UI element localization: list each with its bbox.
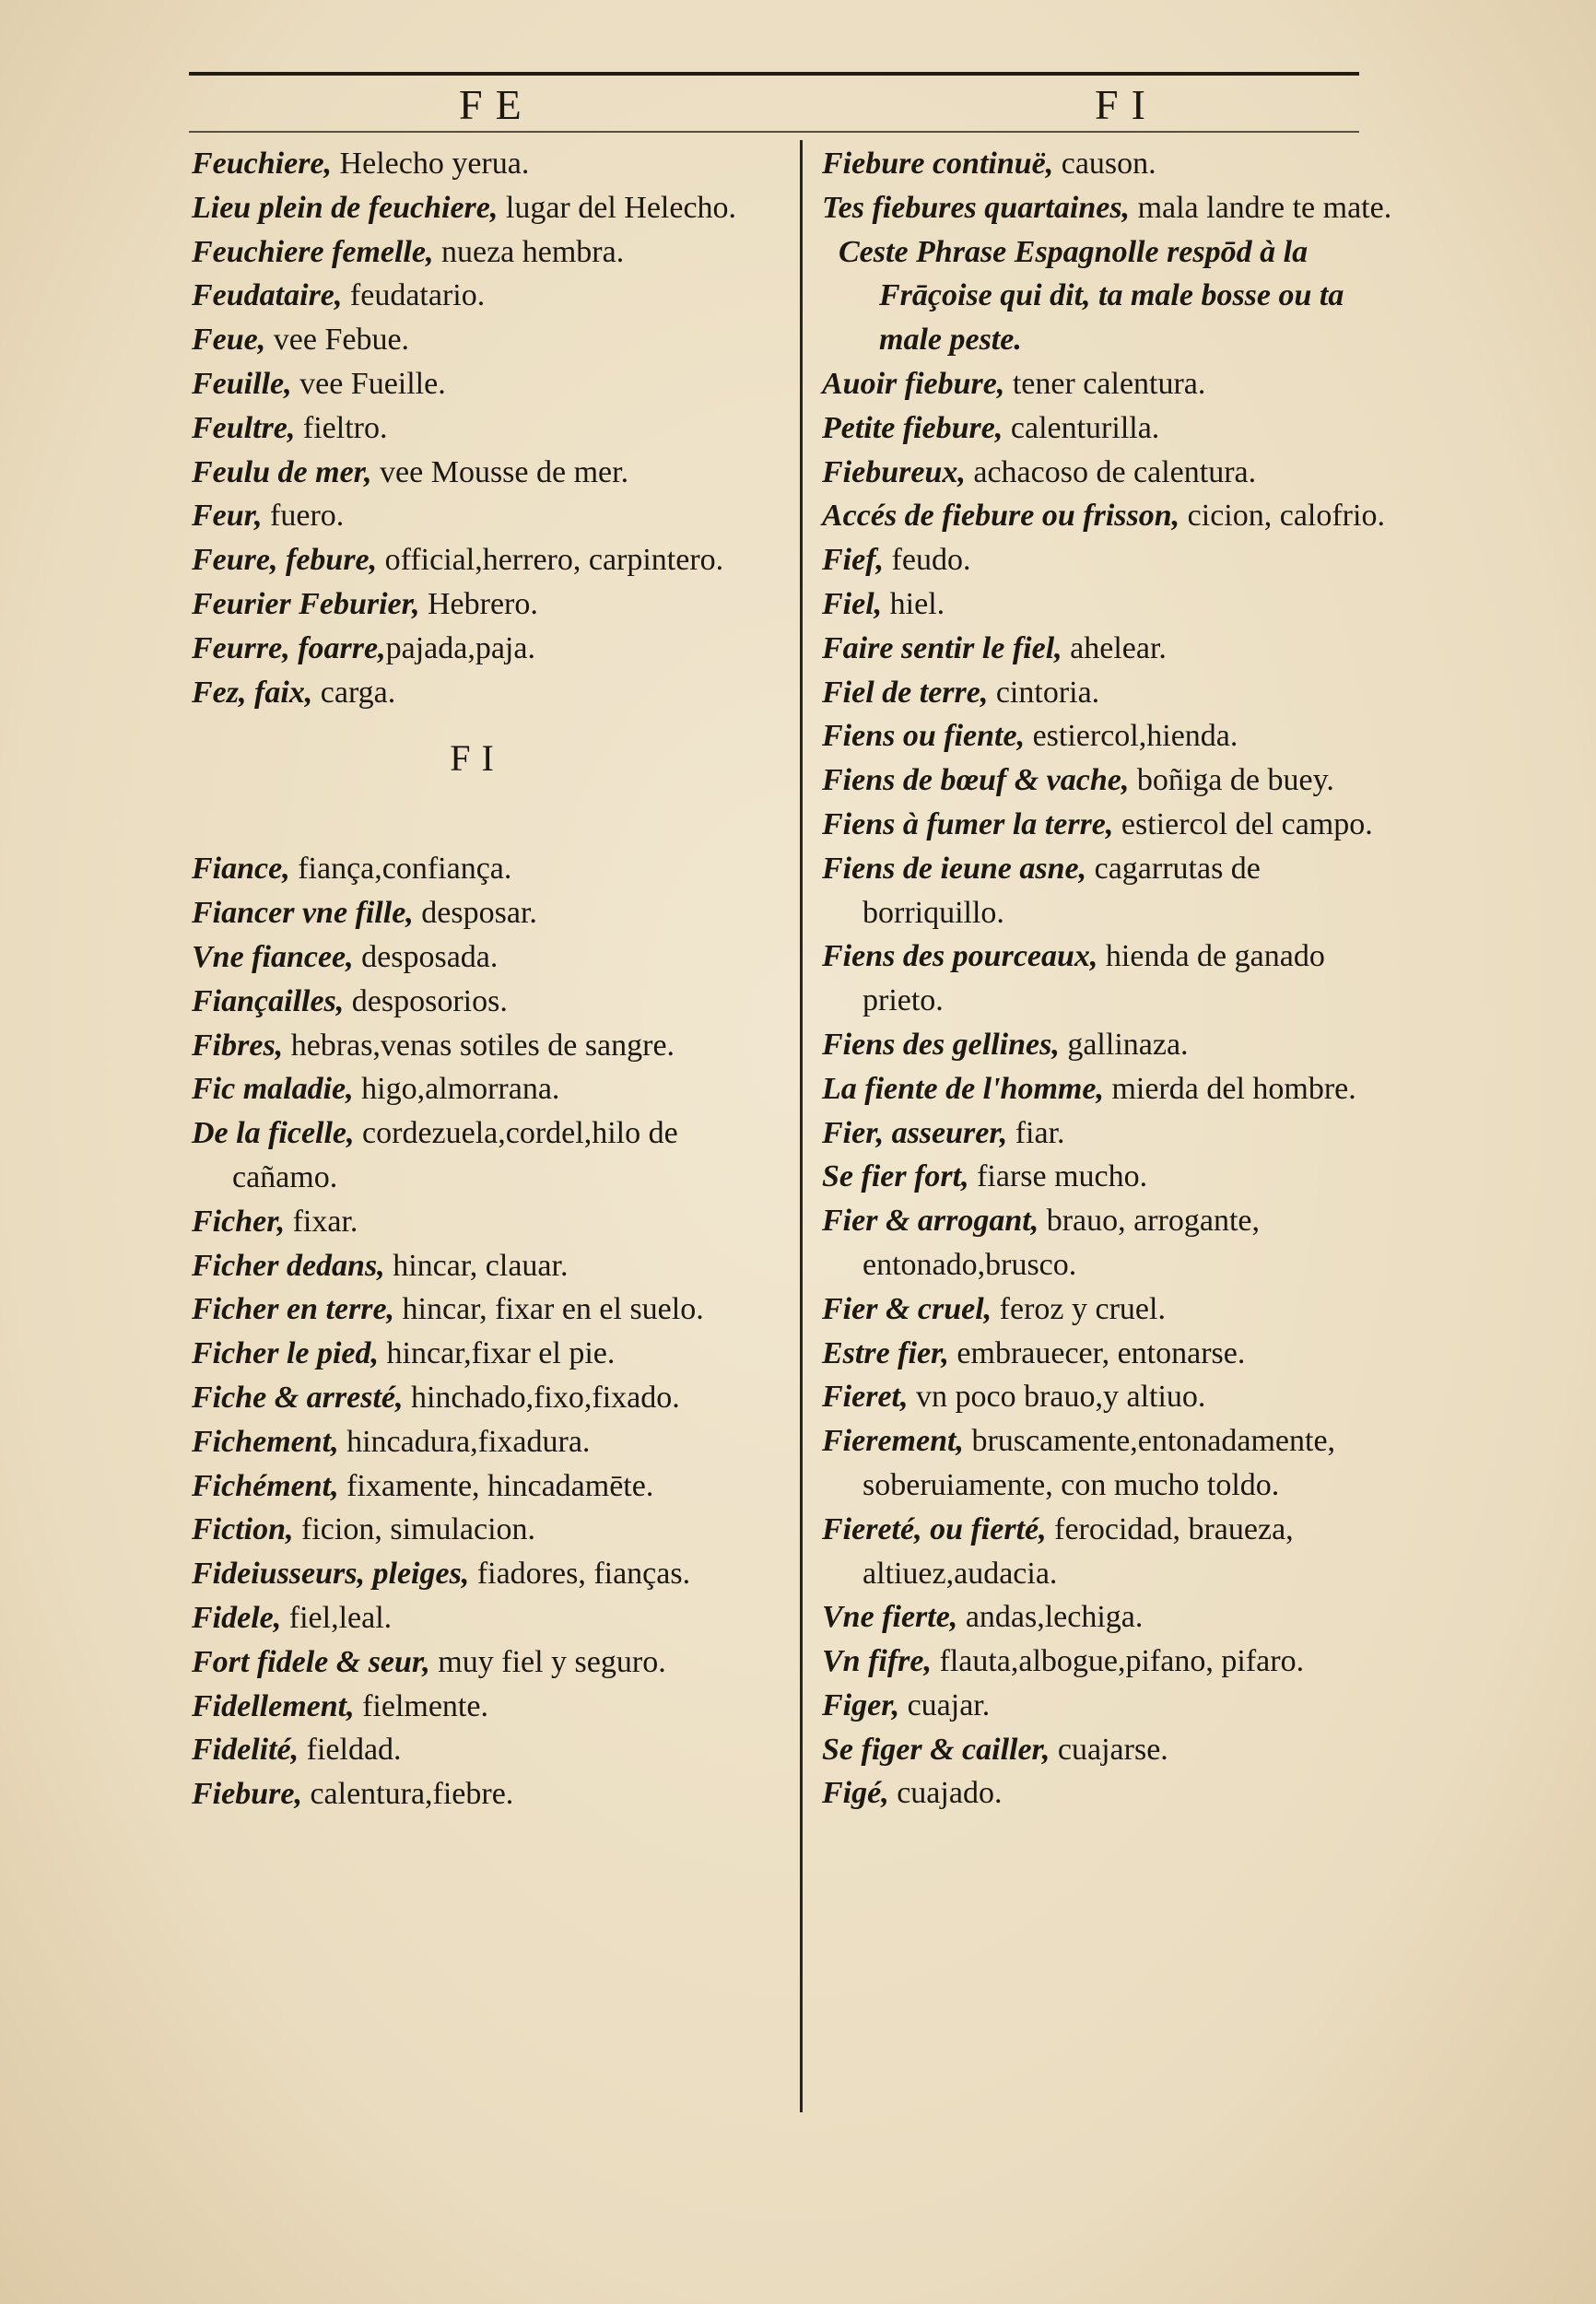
spanish-translation: cuajado.	[888, 1776, 1003, 1811]
dictionary-entry	[822, 1508, 1402, 1596]
spanish-translation: cuajar.	[899, 1687, 991, 1722]
dictionary-entry	[192, 318, 763, 362]
french-headword: Fiens des gellines,	[822, 1027, 1060, 1062]
dictionary-entry	[192, 1024, 763, 1068]
dictionary-entry	[822, 758, 1402, 803]
dictionary-entry	[822, 186, 1402, 230]
dictionary-entry	[822, 1332, 1402, 1376]
french-headword: Petite fiebure,	[822, 410, 1003, 445]
dictionary-entry	[822, 714, 1402, 758]
dictionary-entry	[822, 1111, 1402, 1156]
french-headword: Feure, febure,	[192, 543, 378, 578]
spanish-translation: cordezuela,cordel,hilo de cañamo.	[232, 1116, 678, 1194]
french-headword: Fier & cruel,	[822, 1291, 992, 1326]
dictionary-entry	[822, 582, 1402, 627]
spanish-translation: achacoso de calentura.	[965, 454, 1257, 489]
french-headword: Fiebure continuë,	[822, 147, 1054, 181]
spanish-translation: vee Mousse de mer.	[371, 454, 629, 489]
french-headword: Fier & arrogant,	[822, 1204, 1039, 1239]
french-headword: Faire sentir le fiel,	[822, 630, 1062, 665]
dictionary-entry	[822, 1419, 1402, 1508]
french-headword: Feur,	[192, 499, 263, 534]
spanish-translation: hincadura,fixadura.	[338, 1424, 591, 1459]
spanish-translation: desposorios.	[344, 983, 508, 1018]
spanish-translation: gallinaza.	[1059, 1027, 1189, 1062]
spanish-translation: calenturilla.	[1003, 410, 1160, 445]
french-headword: Feuchiere femelle,	[192, 234, 434, 269]
dictionary-entry	[192, 891, 763, 935]
dictionary-entry	[192, 362, 763, 406]
french-headword: Fichément,	[192, 1468, 339, 1503]
dictionary-entry	[192, 1685, 763, 1729]
dictionary-entry	[192, 1640, 763, 1685]
french-headword: Ficher en terre,	[192, 1292, 395, 1327]
spanish-translation: cagarrutas de borriquillo.	[863, 851, 1261, 930]
dictionary-entry	[822, 1287, 1402, 1332]
spanish-translation: lugar del Helecho.	[498, 190, 737, 225]
french-headword: Vn fifre,	[822, 1644, 932, 1679]
spanish-translation: fixar.	[285, 1204, 358, 1239]
dictionary-entry	[822, 1771, 1402, 1816]
french-headword: Fierement,	[822, 1424, 964, 1459]
spanish-translation: fieltro.	[295, 410, 388, 445]
dictionary-entry	[192, 1464, 763, 1509]
spanish-translation: calentura,fiebre.	[301, 1777, 514, 1812]
spanish-translation: ficion, simulacion.	[293, 1512, 536, 1547]
dictionary-entry	[192, 186, 763, 230]
french-headword: Fier, asseurer,	[822, 1115, 1008, 1150]
dictionary-entry	[192, 1376, 763, 1420]
dictionary-entry	[192, 1728, 763, 1772]
dictionary-entry	[192, 1287, 763, 1332]
dictionary-entry	[192, 494, 763, 538]
spanish-translation: embrauecer, entonarse.	[948, 1335, 1246, 1370]
spanish-translation: mala landre te mate.	[1130, 190, 1392, 225]
french-headword: Fiance,	[192, 852, 290, 887]
dictionary-entry	[192, 1508, 763, 1552]
dictionary-entry	[822, 935, 1402, 1023]
spanish-translation: Helecho yerua.	[332, 147, 530, 181]
spanish-translation: fixamente, hincadamēte.	[338, 1468, 654, 1503]
dictionary-entry	[192, 451, 763, 495]
dictionary-entry	[192, 142, 763, 186]
spanish-translation: fielmente.	[354, 1688, 488, 1723]
spanish-translation: fiança,confiança.	[289, 852, 512, 887]
spanish-translation: feudo.	[884, 543, 971, 578]
spanish-translation: hiel.	[882, 586, 945, 621]
french-headword: Fiens des pourceaux,	[822, 939, 1098, 974]
right-column	[822, 142, 1402, 1816]
dictionary-entry	[822, 1684, 1402, 1728]
section-heading: FI	[450, 737, 505, 780]
french-headword: Fieret,	[822, 1380, 909, 1415]
french-headword: Estre fier,	[822, 1335, 949, 1370]
french-headword: Feurier Feburier,	[192, 586, 420, 621]
french-headword: Fichement,	[192, 1424, 339, 1459]
spanish-translation: vee Febue.	[265, 323, 410, 358]
french-headword: Fez, faix,	[192, 675, 313, 710]
spanish-translation: fiadores, fianças.	[469, 1557, 691, 1592]
spanish-translation: causon.	[1053, 147, 1156, 181]
dictionary-entry	[192, 230, 763, 275]
spanish-translation: hienda de ganado prieto.	[863, 939, 1325, 1018]
french-headword: Accés de fiebure ou frisson,	[822, 499, 1180, 534]
french-headword: Fiel,	[822, 586, 883, 621]
spanish-translation: vn poco brauo,y altiuo.	[908, 1380, 1206, 1415]
spanish-translation: hincar,fixar el pie.	[379, 1336, 616, 1371]
dictionary-entry	[192, 1552, 763, 1596]
running-head-left: FE	[459, 81, 534, 128]
french-headword: Fiens de bœuf & vache,	[822, 763, 1130, 798]
french-headword: Fiens à fumer la terre,	[822, 806, 1114, 841]
french-headword: Lieu plein de feuchiere,	[192, 190, 499, 225]
spanish-translation: nueza hembra.	[433, 234, 625, 269]
spanish-translation: hincar, clauar.	[384, 1248, 569, 1283]
french-headword: Feudataire,	[192, 278, 343, 313]
french-headword: Tes fiebures quartaines,	[822, 190, 1131, 225]
french-headword: Fiancer vne fille,	[192, 896, 414, 931]
french-headword: La fiente de l'homme,	[822, 1071, 1104, 1106]
spanish-translation: vee Fueille.	[291, 366, 446, 401]
dictionary-entry	[192, 1332, 763, 1376]
dictionary-entry	[192, 1596, 763, 1640]
french-headword: Feulu de mer,	[192, 454, 372, 489]
french-headword: Fiche & arresté,	[192, 1380, 404, 1415]
spanish-translation: fieldad.	[299, 1733, 402, 1768]
french-headword: Fideiusseurs, pleiges,	[192, 1557, 470, 1592]
dictionary-entry	[192, 582, 763, 627]
dictionary-entry	[192, 1244, 763, 1288]
dictionary-entry	[822, 1155, 1402, 1199]
dictionary-entry	[822, 1640, 1402, 1684]
french-headword: Fiereté, ou fierté,	[822, 1511, 1047, 1546]
french-headword: Feue,	[192, 323, 266, 358]
spanish-translation: official,herrero, carpintero.	[377, 543, 724, 578]
dictionary-entry	[192, 1772, 763, 1816]
french-headword: Feultre,	[192, 410, 296, 445]
spanish-translation: fiar.	[1007, 1115, 1065, 1150]
french-headword: Feuille,	[192, 366, 292, 401]
dictionary-entry	[192, 980, 763, 1024]
french-headword: Fidellement,	[192, 1688, 355, 1723]
spanish-translation: estiercol,hienda.	[1025, 719, 1238, 754]
spanish-translation: pajada,paja.	[385, 630, 535, 665]
spanish-translation: cicion, calofrio.	[1179, 499, 1385, 534]
french-headword: Se figer & cailler,	[822, 1732, 1050, 1767]
dictionary-entry	[822, 362, 1402, 406]
french-headword: Fiens ou fiente,	[822, 719, 1026, 754]
dictionary-entry	[192, 1420, 763, 1464]
spanish-translation: boñiga de buey.	[1129, 763, 1334, 798]
dictionary-entry	[822, 847, 1402, 935]
spanish-translation: fuero.	[262, 499, 345, 534]
spanish-translation: andas,lechiga.	[957, 1600, 1144, 1635]
top-rule	[189, 72, 1359, 76]
running-head-right: FI	[1095, 81, 1158, 128]
dictionary-entry	[192, 538, 763, 582]
spanish-translation: fiel,leal.	[281, 1600, 393, 1635]
dictionary-entry	[192, 935, 763, 980]
spanish-translation: desposada.	[353, 939, 499, 974]
spanish-translation: Hebrero.	[419, 586, 538, 621]
spanish-translation: higo,almorrana.	[353, 1072, 560, 1107]
dictionary-entry	[822, 803, 1402, 847]
spanish-translation: feudatario.	[342, 278, 486, 313]
spanish-translation: tener calentura.	[1004, 366, 1206, 401]
french-headword: Fiction,	[192, 1512, 294, 1547]
french-headword: De la ficelle,	[192, 1116, 355, 1151]
french-headword: Fiel de terre,	[822, 675, 989, 710]
dictionary-entry	[822, 1595, 1402, 1640]
dictionary-entry	[822, 1375, 1402, 1419]
dictionary-entry	[822, 1199, 1402, 1287]
dictionary-entry	[822, 142, 1402, 186]
dictionary-entry	[192, 1067, 763, 1111]
french-headword: Ceste Phrase Espagnolle respōd à la Frāçoise qui dit, ta male bosse ou ta male peste.	[839, 234, 1344, 358]
french-headword: Ficher,	[192, 1204, 286, 1239]
spanish-translation: flauta,albogue,pifano, pifaro.	[932, 1644, 1305, 1679]
french-headword: Fort fidele & seur,	[192, 1644, 430, 1679]
french-headword: Se fier fort,	[822, 1159, 969, 1194]
french-headword: Fic maladie,	[192, 1072, 354, 1107]
dictionary-entry	[192, 1111, 763, 1200]
french-headword: Figé,	[822, 1776, 889, 1811]
french-headword: Fiens de ieune asne,	[822, 851, 1087, 886]
dictionary-entry	[822, 451, 1402, 495]
spanish-translation: hebras,venas sotiles de sangre.	[283, 1028, 675, 1063]
french-headword: Ficher dedans,	[192, 1248, 385, 1283]
french-headword: Vne fierte,	[822, 1600, 958, 1635]
left-column	[192, 142, 763, 1816]
spanish-translation: mierda del hombre.	[1103, 1071, 1356, 1106]
french-headword: Ficher le pied,	[192, 1336, 380, 1371]
french-headword: Fief,	[822, 543, 885, 578]
spanish-translation: muy fiel y seguro.	[429, 1644, 666, 1679]
french-headword: Figer,	[822, 1687, 900, 1722]
spanish-translation: fiarse mucho.	[968, 1159, 1148, 1194]
spacer	[192, 803, 763, 847]
dictionary-entry	[192, 627, 763, 671]
spanish-translation: brauo, arrogante, entonado,brusco.	[863, 1204, 1260, 1282]
french-headword: Auoir fiebure,	[822, 366, 1005, 401]
spanish-translation: ferocidad, braueza, altiuez,audacia.	[863, 1511, 1294, 1591]
french-headword: Fiebure,	[192, 1777, 302, 1812]
column-divider	[800, 140, 803, 2112]
french-headword: Feuchiere,	[192, 147, 333, 181]
french-headword: Fidelité,	[192, 1733, 299, 1768]
french-headword: Fiançailles,	[192, 983, 345, 1018]
spanish-translation: cintoria.	[988, 675, 1100, 710]
spanish-translation: carga.	[312, 675, 396, 710]
french-headword: Fibres,	[192, 1028, 284, 1063]
french-headword: Fidele,	[192, 1600, 282, 1635]
dictionary-entry	[822, 406, 1402, 451]
dictionary-entry	[822, 1728, 1402, 1772]
dictionary-entry	[192, 847, 763, 891]
dictionary-entry	[822, 671, 1402, 715]
spanish-translation: feroz y cruel.	[992, 1291, 1166, 1326]
dictionary-entry	[192, 274, 763, 318]
dictionary-entry	[822, 1023, 1402, 1067]
spanish-translation: desposar.	[413, 896, 537, 931]
dictionary-entry	[822, 627, 1402, 671]
dictionary-entry	[192, 671, 763, 715]
spanish-translation: hinchado,fixo,fixado.	[403, 1380, 680, 1415]
french-headword: Vne fiancee,	[192, 939, 354, 974]
dictionary-entry	[822, 494, 1402, 538]
header-underline	[189, 131, 1359, 133]
spanish-translation: ahelear.	[1062, 630, 1167, 665]
french-headword: Fiebureux,	[822, 454, 966, 489]
dictionary-entry	[192, 1200, 763, 1244]
editorial-note	[822, 230, 1402, 362]
spanish-translation: hincar, fixar en el suelo.	[394, 1292, 704, 1327]
spanish-translation: cuajarse.	[1050, 1732, 1168, 1767]
dictionary-entry	[822, 1067, 1402, 1111]
spanish-translation: bruscamente,entonadamente, soberuiamente, con mucho toldo.	[863, 1424, 1336, 1502]
french-headword: Feurre, foarre,	[192, 630, 386, 665]
spanish-translation: estiercol del campo.	[1113, 806, 1373, 841]
dictionary-entry	[192, 406, 763, 451]
dictionary-entry	[822, 538, 1402, 582]
